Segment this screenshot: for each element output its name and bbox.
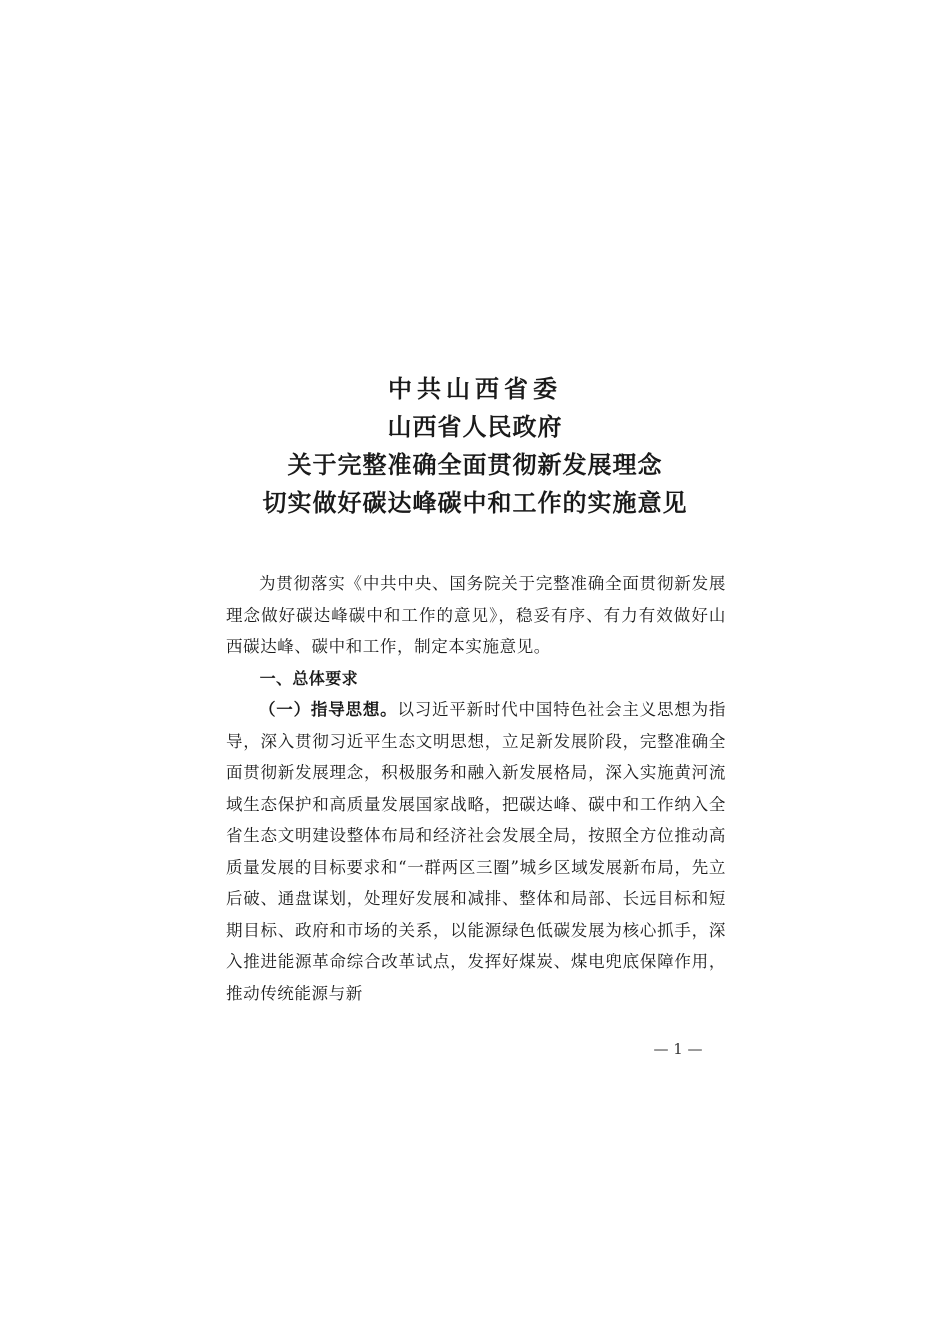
guiding-thought-paragraph [226,694,726,1009]
title-subject-line-1: 关于完整准确全面贯彻新发展理念 [287,450,663,479]
title-subject-line-2: 切实做好碳达峰碳中和工作的实施意见 [262,488,688,517]
section-heading-general-requirements: 一、总体要求 [259,668,358,688]
intro-paragraph: 为贯彻落实《中共中央、国务院关于完整准确全面贯彻新发展理念做好碳达峰碳中和工作的意见》，稳妥有序、有力有效做好山西碳达峰、碳中和工作，制定本实施意见。 [226,574,726,656]
title-issuer-party: 中共山西省委 [388,374,562,403]
page-number: — 1 — [653,1040,703,1058]
document-body [226,568,726,1009]
document-title [0,370,950,522]
title-issuer-government: 山西省人民政府 [387,412,563,441]
guiding-thought-text: 以习近平新时代中国特色社会主义思想为指导，深入贯彻习近平生态文明思想，立足新发展阶段，完整准确全面贯彻新发展理念，积极服务和融入新发展格局，深入实施黄河流域生态保护和高质量发展国家战略，把碳达峰、碳中和工作纳入全省生态文明建设整体布局和经济社会发展全局，按照全方位推动高质量发展的目标要求和“一群两区三圈”城乡区域发展新布局，先立后破、通盘谋划，处理好发展和减排、整体和局部、长远目标和短期目标、政府和市场的关系，以能源绿色低碳发展为核心抓手，深入推进能源革命综合改革试点，发挥好煤炭、煤电兜底保障作用，推动传统能源与新 [226,700,726,1003]
guiding-thought-lead: （一）指导思想。 [259,700,398,719]
